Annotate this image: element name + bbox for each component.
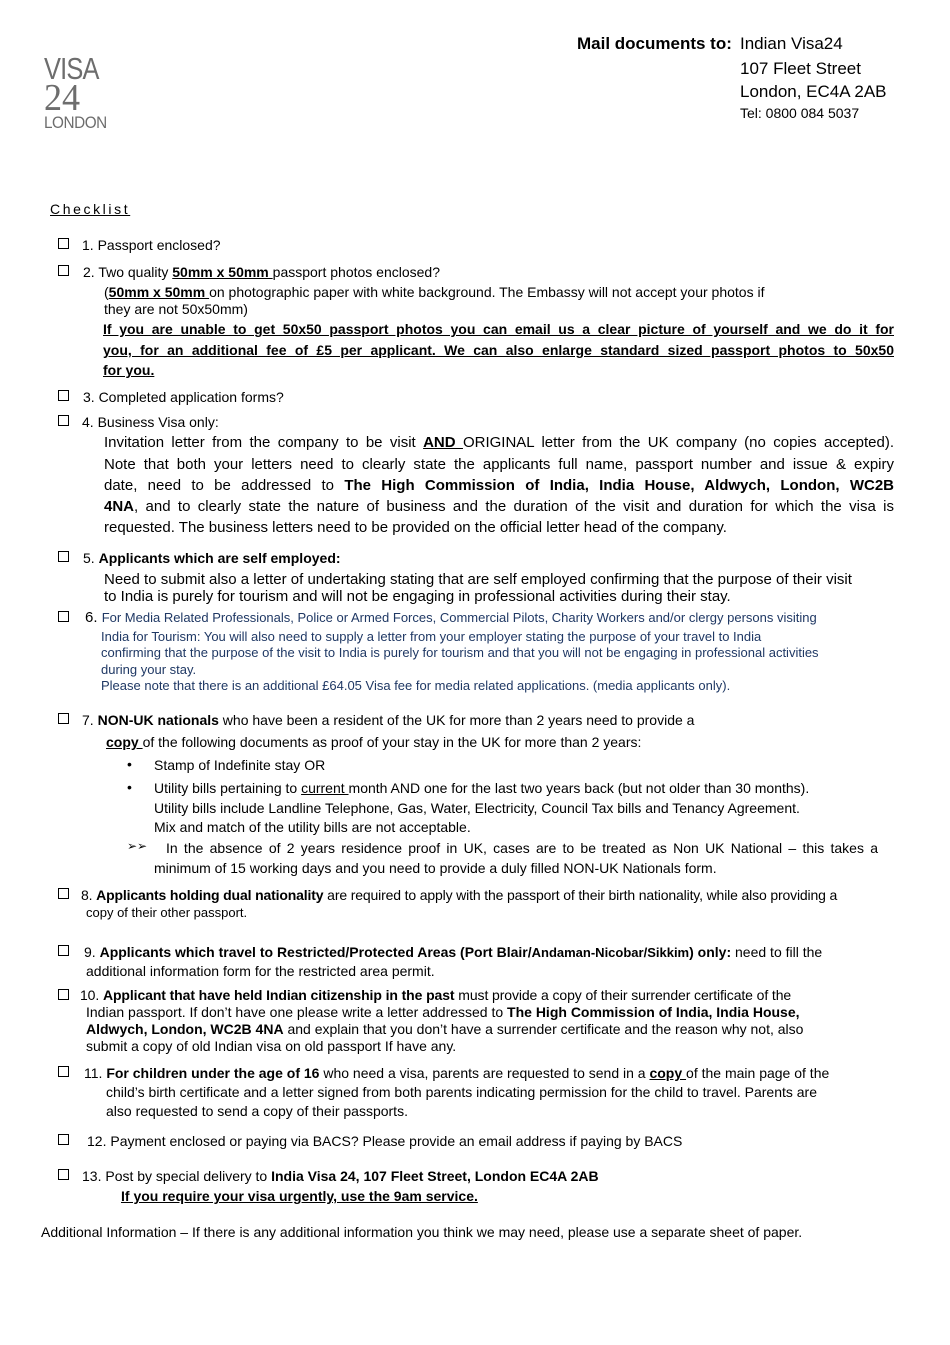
- item-5-line-1: Need to submit also a letter of undertaking stating that are self employed confirming that the purpose of their visit: [104, 571, 852, 588]
- item-10-l3-b: and explain that you don’t have a surrender certificate and the reason why not, also: [283, 1021, 804, 1037]
- mail-tel: Tel: 0800 084 5037: [740, 105, 860, 121]
- item-2-size: 50mm x 50mm: [172, 264, 273, 280]
- mail-name: Indian Visa24: [740, 34, 843, 53]
- logo-line-24: 24: [44, 77, 81, 119]
- item-8-num: 8.: [81, 887, 97, 903]
- item-7-copy: copy: [106, 734, 143, 750]
- arrow-bullet-icon: ➢➢: [127, 839, 148, 853]
- item-6-line-3: confirming that the purpose of the visit to India is purely for tourism and that you will not be engaging in professional activities: [101, 645, 819, 660]
- item-6-line-2: India for Tourism: You will also need to supply a letter from your employer stating the purpose of your travel to India: [101, 629, 762, 644]
- checkbox-item-10[interactable]: [58, 989, 69, 1000]
- item-7-bullet-2-line-2: Utility bills include Landline Telephone, Gas, Water, Electricity, Council Tax bills and Tenancy Agreement.: [154, 800, 800, 816]
- item-7-b2-b: month AND one for the last two years back (but not older than 30 months).: [348, 780, 810, 796]
- item-11-title: For children under the age of 16: [106, 1065, 320, 1081]
- item-2-line-3: they are not 50x50mm): [104, 301, 248, 317]
- item-5-title-line: [83, 550, 341, 566]
- logo-line-visa: VISA: [44, 51, 99, 86]
- item-13-address: India Visa 24, 107 Fleet Street, London EC4A 2AB: [271, 1168, 599, 1184]
- item-6-l1: For Media Related Professionals, Police or Armed Forces, Commercial Pilots, Charity Workers and/or clergy persons visiting: [101, 610, 817, 625]
- item-9-rest: need to fill the: [731, 944, 823, 960]
- additional-information: Additional Information – If there is any additional information you think we may need, please use a separate sheet of paper.: [41, 1224, 803, 1240]
- item-5-line-2: to India is purely for tourism and will not be engaging in professional activities during their stay.: [104, 588, 731, 605]
- item-7-line-1: [82, 712, 694, 728]
- item-7-title: NON-UK nationals: [97, 712, 219, 728]
- item-7-bullet-1: Stamp of Indefinite stay OR: [154, 757, 326, 773]
- item-9-line-2: additional information form for the restricted area permit.: [86, 963, 435, 979]
- checkbox-item-5[interactable]: [58, 551, 69, 562]
- visa24-logo: [44, 51, 107, 133]
- item-9-title-a: Applicants which travel to Restricted/Protected Areas (Port Blair/: [99, 944, 532, 960]
- checkbox-item-13[interactable]: [58, 1169, 69, 1180]
- item-9-title-b: Andaman-Nicobar/Sikkim: [531, 945, 690, 960]
- item-9-title-c: ) only:: [689, 944, 732, 960]
- item-10-line-4: submit a copy of old Indian visa on old passport If have any.: [86, 1038, 457, 1054]
- item-4-line-5: requested. The business letters need to be provided on the official letter head of the company.: [104, 519, 727, 536]
- item-10-l2-a: Indian passport. If don’t have one please write a letter addressed to: [86, 1004, 508, 1020]
- bullet-icon: •: [127, 756, 132, 772]
- item-11-num: 11.: [84, 1065, 107, 1081]
- item-9-line-1: [84, 944, 822, 960]
- item-2-note-3: for you.: [103, 362, 155, 378]
- item-2-note-2: you, for an additional fee of £5 per applicant. We can also enlarge standard sized passport photos to 50x50: [103, 342, 894, 358]
- item-6-line-4: during your stay.: [101, 662, 197, 677]
- checkbox-item-2[interactable]: [58, 265, 69, 276]
- item-4-l4-a: 4NA: [104, 498, 135, 515]
- item-10-line-2: [86, 1004, 800, 1020]
- item-7-bullet-2: [154, 780, 809, 796]
- item-4-title: 4. Business Visa only:: [82, 414, 219, 430]
- checkbox-item-6[interactable]: [58, 611, 69, 622]
- mail-city: London, EC4A 2AB: [740, 82, 887, 101]
- item-10-line-1: [80, 987, 791, 1003]
- item-8-line-1: [81, 887, 837, 903]
- item-10-l3-a: Aldwych, London, WC2B 4NA: [86, 1021, 284, 1037]
- item-10-num: 10.: [80, 987, 103, 1003]
- item-1-text: 1. Passport enclosed?: [82, 237, 221, 253]
- item-9-num: 9.: [84, 944, 100, 960]
- checkbox-item-9[interactable]: [58, 945, 69, 956]
- item-4-l1-a: Invitation letter from the company to be visit: [104, 434, 424, 451]
- item-2-line-2-rest: on photographic paper with white background. The Embassy will not accept your photos if: [209, 284, 765, 300]
- item-7-current: current: [301, 780, 349, 796]
- item-11-rest: who need a visa, parents are requested to send in a: [319, 1065, 650, 1081]
- item-6-line-5: Please note that there is an additional £64.05 Visa fee for media related applications. (media applicants only).: [101, 678, 731, 693]
- mail-label: Mail documents to:: [577, 34, 732, 53]
- logo-line-london: LONDON: [44, 113, 107, 132]
- item-7-line-2: [106, 734, 641, 750]
- item-4-l3-b: The High Commission of India, India House, Aldwych, London, WC2B: [344, 477, 894, 494]
- item-2-pre: 2. Two quality: [83, 264, 173, 280]
- item-7-bullet-3-line-1: In the absence of 2 years residence proof in UK, cases are to be treated as Non UK National – this takes a: [166, 840, 878, 856]
- item-7-bullet-2-line-3: Mix and match of the utility bills are not acceptable.: [154, 819, 471, 835]
- item-10-title: Applicant that have held Indian citizenship in the past: [102, 987, 455, 1003]
- checkbox-item-12[interactable]: [58, 1134, 69, 1145]
- item-5-num: 5.: [83, 550, 99, 566]
- item-10-l2-b: The High Commission of India, India House,: [507, 1004, 800, 1020]
- bullet-icon: •: [127, 779, 132, 795]
- item-2-line-2: [104, 284, 764, 300]
- item-4-l4-b: , and to clearly state the nature of business and the duration of the visit and duration for which the visa is: [134, 498, 894, 515]
- item-3-text: 3. Completed application forms?: [83, 389, 284, 405]
- item-8-title: Applicants holding dual nationality: [96, 887, 324, 903]
- item-8-line-2: copy of their other passport.: [86, 905, 248, 920]
- item-11-line-2: child’s birth certificate and a letter signed from both parents indicating permission for the child to travel. Parents are: [106, 1084, 817, 1100]
- item-13-line-2: If you require your visa urgently, use the 9am service.: [121, 1188, 478, 1204]
- item-11-line-1: [84, 1065, 829, 1081]
- item-13-pre: 13. Post by special delivery to: [82, 1168, 272, 1184]
- item-10-rest: must provide a copy of their surrender certificate of the: [454, 987, 792, 1003]
- item-6-line-1: [85, 609, 817, 626]
- checkbox-item-4[interactable]: [58, 415, 69, 426]
- mail-street: 107 Fleet Street: [740, 59, 861, 78]
- item-10-line-3: [86, 1021, 803, 1037]
- item-12-text: 12. Payment enclosed or paying via BACS? Please provide an email address if paying by BACS: [87, 1133, 683, 1149]
- item-11-copy: copy: [649, 1065, 687, 1081]
- item-7-b2-a: Utility bills pertaining to: [154, 780, 302, 796]
- item-11-rest2: of the main page of the: [686, 1065, 830, 1081]
- checkbox-item-8[interactable]: [58, 888, 69, 899]
- item-4-line-2: Note that both your letters need to clearly state the applicants full name, passport number and issue & expiry: [104, 456, 894, 473]
- checkbox-item-7[interactable]: [58, 713, 69, 724]
- item-7-num: 7.: [82, 712, 98, 728]
- item-4-l3-a: date, need to be addressed to: [104, 477, 345, 494]
- checkbox-item-11[interactable]: [58, 1066, 69, 1077]
- checkbox-item-1[interactable]: [58, 238, 69, 249]
- item-7-bullet-3-line-2: minimum of 15 working days and you need to provide a duly filled NON-UK Nationals form.: [154, 860, 717, 876]
- item-11-line-3: also requested to send a copy of their passports.: [106, 1103, 408, 1119]
- item-8-rest: are required to apply with the passport of their birth nationality, while also providing a: [323, 887, 838, 903]
- item-2-size-2: 50mm x 50mm: [108, 284, 210, 300]
- item-7-rest: who have been a resident of the UK for more than 2 years need to provide a: [218, 712, 695, 728]
- item-4-line-3: [104, 477, 894, 494]
- item-7-l2-rest: of the following documents as proof of your stay in the UK for more than 2 years:: [142, 734, 642, 750]
- item-5-title: Applicants which are self employed:: [98, 550, 341, 566]
- item-2-note-1: If you are unable to get 50x50 passport photos you can email us a clear picture of yourself and we do it for: [103, 321, 894, 337]
- item-4-line-4: [104, 498, 894, 515]
- item-2-paren: (: [104, 284, 109, 300]
- item-2-post: passport photos enclosed?: [272, 264, 440, 280]
- checklist-title: Checklist: [50, 201, 131, 217]
- item-4-and: AND: [423, 434, 463, 451]
- item-13-line-1: [82, 1168, 599, 1184]
- checkbox-item-3[interactable]: [58, 390, 69, 401]
- item-6-num: 6.: [85, 609, 102, 626]
- item-4-l1-b: ORIGINAL letter from the UK company (no copies accepted).: [462, 434, 895, 451]
- item-4-line-1: [104, 434, 894, 451]
- item-2-line-1: [83, 264, 440, 280]
